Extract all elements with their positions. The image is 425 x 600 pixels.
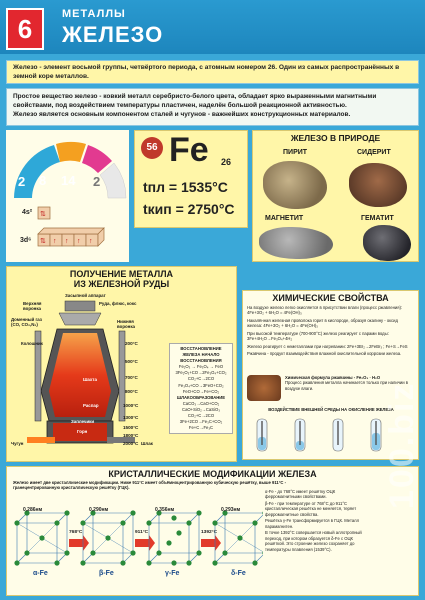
shell-2: 8 bbox=[39, 173, 47, 188]
svg-text:⇅: ⇅ bbox=[40, 211, 46, 218]
temp-label: 800°C bbox=[125, 389, 138, 394]
crystal-title: КРИСТАЛЛИЧЕСКИЕ МОДИФИКАЦИИ ЖЕЛЕЗА bbox=[108, 469, 317, 479]
siderite-image bbox=[349, 163, 407, 207]
label-shaft: Шахта bbox=[83, 377, 97, 382]
shell-3: 14 bbox=[61, 173, 76, 188]
phase-label: δ-Fe bbox=[231, 570, 246, 577]
melting-point: tпл = 1535°C bbox=[143, 179, 228, 195]
phase-label: β-Fe bbox=[99, 570, 114, 577]
orbital-3d-label: 3d⁶ bbox=[20, 237, 32, 244]
chem-line: Химическая формула ржавчины - Fe₂O₃ · H₂O bbox=[285, 375, 381, 380]
element-symbol: Fe bbox=[169, 131, 209, 169]
label-iron: Чугун bbox=[11, 441, 24, 446]
lattice-cube bbox=[146, 510, 201, 565]
reaction-line: CaCO₃→CaO+CO₂ bbox=[182, 400, 220, 406]
phase-label: γ-Fe bbox=[165, 570, 180, 577]
nature-panel bbox=[252, 130, 419, 262]
transition-temp: 911°C bbox=[135, 530, 149, 535]
chem-line: Ржавчина - продукт взаимодействия влажной окислительной коррозии железа. bbox=[247, 351, 402, 357]
svg-text:↑: ↑ bbox=[65, 238, 69, 245]
hematite-image bbox=[363, 225, 411, 261]
element-number: 26 bbox=[221, 157, 232, 167]
header-bar bbox=[0, 0, 425, 54]
mineral-label-hematite: ГЕМАТИТ bbox=[361, 215, 394, 222]
section-number: 6 bbox=[6, 8, 44, 50]
crystal-note: В точке 1392°C совершается новый аллотропный переход, при котором образуется δ-Fe с ОЦК решёткой. Это строение железо сохраняет до температуры плавления (1539°C). bbox=[265, 530, 362, 552]
electron-shells-diagram bbox=[6, 130, 129, 262]
temp-label: 700°C bbox=[125, 375, 138, 380]
chem-line: Накалённая железная проволока горит в кислороде, образуя окалину - оксид железа: 4Fe+3O₂ + 6H₂O = 4Fe(OH)₃ bbox=[247, 317, 398, 329]
label-throat: Колошник bbox=[21, 341, 43, 346]
production-panel bbox=[6, 266, 237, 462]
chemistry-title: ХИМИЧЕСКИЕ СВОЙСТВА bbox=[272, 293, 389, 303]
label-charge: Руда, флюс, кокс bbox=[99, 301, 137, 306]
production-title-1: ПОЛУЧЕНИЕ МЕТАЛЛА bbox=[69, 269, 174, 279]
shell-1: 2 bbox=[18, 174, 26, 189]
svg-text:⇅: ⇅ bbox=[40, 238, 46, 245]
label-apparatus: Засыпной аппарат bbox=[65, 293, 106, 298]
shell-4: 2 bbox=[93, 174, 101, 189]
reaction-line: CaO+SiO₂→CaSiO₃ bbox=[182, 406, 220, 412]
chem-line: Железо реагирует с неметаллами при нагревании: 2Fe+3Br₂→2FeBr₃ ; Fe+S→FeS bbox=[247, 343, 408, 349]
lattice-param: 0,356нм bbox=[155, 507, 175, 513]
header-subtitle: МЕТАЛЛЫ bbox=[62, 8, 126, 20]
magnetite-image bbox=[259, 227, 333, 259]
label-slag: Шлак bbox=[141, 441, 153, 446]
crystal-notes bbox=[265, 489, 365, 552]
temp-label: 500°C bbox=[125, 359, 138, 364]
label-bosh: Распар bbox=[83, 403, 99, 408]
temp-label: 1000°C bbox=[123, 403, 139, 408]
reaction-line: ШЛАКООБРАЗОВАНИЕ bbox=[176, 394, 226, 400]
description-panel bbox=[6, 88, 419, 126]
production-title-2: ИЗ ЖЕЛЕЗНОЙ РУДЫ bbox=[73, 279, 170, 289]
chem-line: На воздухе железо легко окисляется в присутствии влаги (процесс ржавления): 4Fe+3O₂ + 6H₂O = 4Fe(OH)₃ bbox=[247, 305, 403, 316]
crystal-note: α-Fe - до 768°C имеет решётку ОЦК ферромагнитными свойствами. bbox=[265, 489, 336, 500]
mineral-label-siderite: СИДЕРИТ bbox=[357, 149, 391, 156]
pyrite-image bbox=[263, 161, 327, 209]
watermark: 100.biz bbox=[383, 381, 421, 509]
transition-arrow bbox=[135, 535, 155, 551]
reaction-line: 3Fe+2CO→Fe₃C+CO₂ bbox=[179, 419, 223, 425]
reaction-line: Fe₂O₃ → Fe₃O₄ → FeO bbox=[178, 364, 224, 370]
page-title: ЖЕЛЕЗО bbox=[62, 22, 164, 47]
reactions-box bbox=[169, 343, 233, 434]
transition-arrow bbox=[69, 535, 89, 551]
svg-text:↑: ↑ bbox=[77, 238, 81, 245]
phase-label: α-Fe bbox=[33, 570, 48, 577]
crystal-note: Решётка γ-Fe трансформируется в ГЦК. Металл парамагнитен. bbox=[265, 518, 360, 529]
boiling-point: tкип = 2750°C bbox=[143, 201, 235, 217]
lattice-param: 0,290нм bbox=[89, 507, 109, 513]
crystal-panel bbox=[6, 466, 419, 596]
svg-text:↑: ↑ bbox=[89, 238, 93, 245]
chem-line: Процесс ржавления металла начинается только при наличии в воздухе влаги. bbox=[285, 380, 408, 391]
reaction-line: FeO+CO→Fe+CO₂ bbox=[182, 388, 220, 394]
lattice-diagram bbox=[13, 499, 263, 579]
rust-image bbox=[247, 375, 281, 401]
element-card bbox=[134, 130, 248, 228]
reaction-line: Fe₃O₄+CO→3FeO+CO₂ bbox=[178, 382, 224, 388]
electron-config-panel bbox=[6, 130, 129, 262]
transition-arrow bbox=[201, 535, 221, 551]
crystal-intro: Железо имеет две кристаллические модификации. Ниже 911°C имеет объёмноцентрированную кубическую решётку, выше 911°C - гранецентрированную кристаллическую решётку (ГЦК). bbox=[13, 480, 287, 491]
temp-label: 2000°C bbox=[123, 441, 139, 446]
mineral-label-magnetite: МАГНЕТИТ bbox=[265, 215, 304, 222]
nature-title: ЖЕЛЕЗО В ПРИРОДЕ bbox=[290, 133, 381, 143]
label-tuyeres: Заплечики bbox=[71, 419, 95, 424]
label-gas: Доменный газ (CO, CO₂,N₂) bbox=[11, 317, 42, 327]
description-line-2: Железо является основным компонентом сталей и чугунов - важнейших конструкционных материалов. bbox=[13, 111, 351, 119]
lattice-cube bbox=[14, 510, 69, 565]
reaction-line: CO₂+C→2CO bbox=[187, 413, 215, 419]
crystal-note: β-Fe - при температуре от 768°C до 911°C кристаллическая решётка не меняется, теряет ферромагнитные свойства. bbox=[265, 500, 357, 517]
transition-temp: 1392°C bbox=[201, 530, 218, 535]
reaction-line: Fe+C→Fe₃C bbox=[188, 425, 214, 431]
atomic-mass-badge: 56 bbox=[141, 137, 163, 159]
intro-text: Железо - элемент восьмой группы, четвёртого периода, с атомным номером 26. Один из самых распространённых в земной коре металлов. bbox=[13, 64, 400, 80]
chem-line: ВОЗДЕЙСТВИЕ ВНЕШНЕЙ СРЕДЫ НА ОКИСЛЕНИЕ ЖЕЛЕЗА bbox=[268, 407, 394, 412]
chem-line: При высокой температуре (700-900°C) железо реагирует с парами воды: 3Fe+4H₂O→Fe₃O₄+4H₂ bbox=[247, 330, 389, 342]
mineral-label-pyrite: ПИРИТ bbox=[283, 149, 308, 156]
description-line-1: Простое вещество железо - ковкий металл серебристо-белого цвета, обладает ярко выраженными магнитными свойствами, под воздействием температуры пластичен, наделён большой реакционной активностью. bbox=[13, 93, 377, 110]
lattice-param: 0,293нм bbox=[221, 507, 241, 513]
reactions-title: ВОССТАНОВЛЕНИЕ ЖЕЛЕЗА НАЧАЛО ВОССТАНОВЛЕНИЯ bbox=[180, 346, 222, 364]
label-lower-funnel: Нижняя воронка bbox=[117, 319, 135, 329]
intro-panel bbox=[6, 60, 419, 84]
lattice-param: 0,286нм bbox=[23, 507, 43, 513]
label-upper-funnel: Верхняя воронка bbox=[23, 301, 42, 311]
transition-temp: 768°C bbox=[69, 530, 83, 535]
orbital-4s-label: 4s² bbox=[22, 209, 33, 216]
lattice-cube bbox=[212, 510, 263, 565]
svg-text:↑: ↑ bbox=[53, 238, 57, 245]
reaction-line: CO₂+C→2CO bbox=[187, 376, 215, 382]
temp-label: 200°C bbox=[125, 341, 138, 346]
temp-label: 1300°C bbox=[123, 415, 139, 420]
reaction-line: 3Fe₂O₃+CO→2Fe₃O₄+CO₂ bbox=[175, 370, 227, 376]
label-hearth: Горн bbox=[77, 429, 88, 434]
temp-label: 1500°C bbox=[123, 425, 139, 430]
lattice-cube bbox=[80, 510, 135, 565]
temp-label: 1800°C bbox=[123, 433, 139, 438]
